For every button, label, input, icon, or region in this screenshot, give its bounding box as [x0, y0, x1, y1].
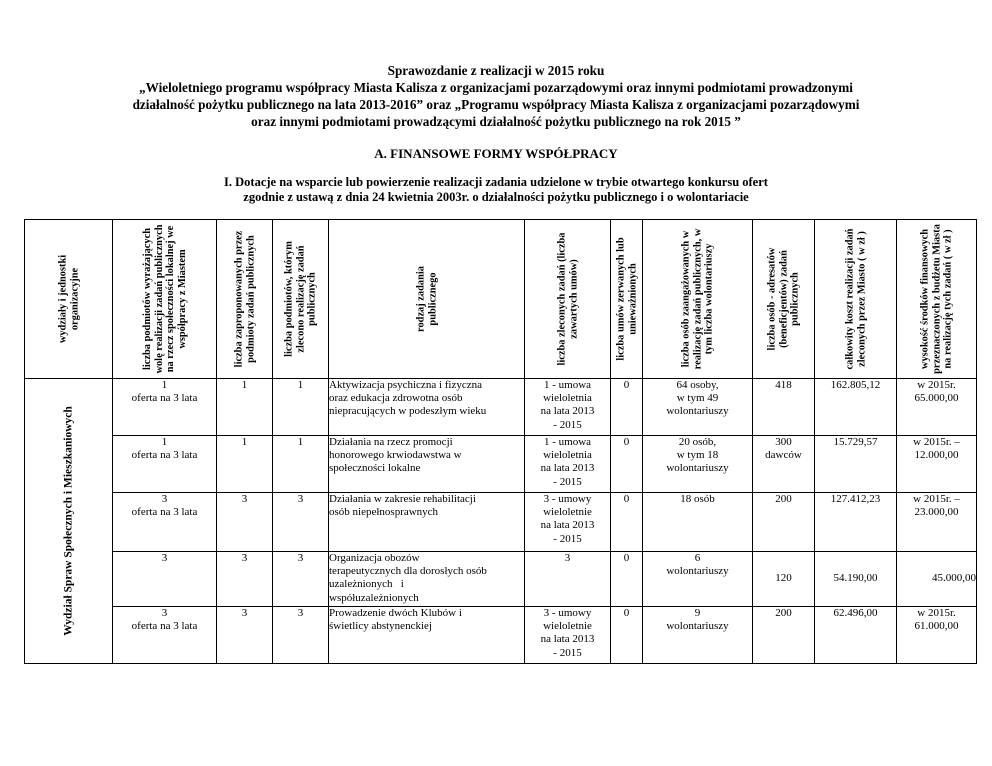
header-funding: wysokość środków finansowych przeznaczonych z budżetu Miasta na realizację tych zadań ( w zł ): [897, 220, 977, 379]
cell-beneficiaries: 200: [753, 493, 815, 552]
cell-task: Działania na rzecz promocji honorowego krwiodawstwa w społeczności lokalne: [329, 436, 525, 493]
cell-total-cost: 15.729,57: [815, 436, 897, 493]
cell-funding: w 2015r. 61.000,00: [897, 607, 977, 664]
cell-proposed: 1: [217, 379, 273, 436]
cell-contracted: 1: [273, 436, 329, 493]
department-cell: [25, 379, 113, 664]
cell-people: 6 wolontariuszy: [643, 552, 753, 607]
cell-contracted: 3: [273, 552, 329, 607]
department-name: Wydział Spraw Społecznych i Mieszkaniowych: [61, 406, 74, 636]
table-row: [25, 552, 977, 607]
header-broken: liczba umów zerwanych lub unieważnionych: [611, 220, 643, 379]
header-task-type: rodzaj zadania publicznego: [329, 220, 525, 379]
section-i-line-1: I. Dotacje na wsparcie lub powierzenie realizacji zadania udzielone w trybie otwartego konkursu ofert: [224, 175, 768, 189]
header-total-cost: całkowity koszt realizacji zadań zleconych przez Miasto ( w zł ): [815, 220, 897, 379]
cell-total-cost: 62.496,00: [815, 607, 897, 664]
cell-broken: 0: [611, 436, 643, 493]
cell-people: 9 wolontariuszy: [643, 607, 753, 664]
header-contracted: liczba podmiotów, którym zlecono realizację zadań publicznych: [273, 220, 329, 379]
cell-task: Organizacja obozów terapeutycznych dla dorosłych osób uzależnionych i współuzależnionych: [329, 552, 525, 607]
table-row: [25, 493, 977, 552]
header-departments: wydziały i jednostki organizacyjne: [25, 220, 113, 379]
section-i-heading: [0, 175, 992, 205]
cell-contracted: 3: [273, 493, 329, 552]
cell-broken: 0: [611, 379, 643, 436]
cell-orders: 1 - umowa wieloletnia na lata 2013 - 2015: [525, 436, 611, 493]
cell-task: Aktywizacja psychiczna i fizyczna oraz edukacja zdrowotna osób niepracujących w podeszłym wieku: [329, 379, 525, 436]
title-line-4: oraz innymi podmiotami prowadzącymi działalność pożytku publicznego na rok 2015 ”: [251, 114, 741, 129]
cell-contracted: 3: [273, 607, 329, 664]
header-beneficiaries: liczba osób - adresatów (beneficjentów) zadań publicznych: [753, 220, 815, 379]
title-line-3: działalność pożytku publicznego na lata 2013-2016” oraz „Programu współpracy Miasta Kalisza z organizacjami pozarządowymi: [132, 97, 860, 112]
cell-funding: w 2015r. – 23.000,00: [897, 493, 977, 552]
cell-total-cost: 162.805,12: [815, 379, 897, 436]
section-i-line-2: zgodnie z ustawą z dnia 24 kwietnia 2003r. o działalności pożytku publicznego i o wolontariacie: [243, 190, 749, 204]
cell-broken: 0: [611, 552, 643, 607]
table-row: [25, 607, 977, 664]
cell-people: 20 osób, w tym 18 wolontariuszy: [643, 436, 753, 493]
cell-broken: 0: [611, 607, 643, 664]
cell-proposed: 3: [217, 552, 273, 607]
header-people: liczba osób zaangażowanych w realizację zadań publicznych, w tym liczba wolontariuszy: [643, 220, 753, 379]
table-row: [25, 436, 977, 493]
cell-total-cost: 54.190,00: [815, 552, 897, 607]
report-title: [0, 62, 992, 130]
cell-entities: 1 oferta na 3 lata: [113, 379, 217, 436]
cell-proposed: 3: [217, 607, 273, 664]
section-a-heading: A. FINANSOWE FORMY WSPÓŁPRACY: [374, 146, 618, 161]
header-proposed: liczba zaproponowanych przez podmioty zadań publicznych: [217, 220, 273, 379]
cell-entities: 3: [113, 552, 217, 607]
cell-task: Prowadzenie dwóch Klubów i świetlicy abstynenckiej: [329, 607, 525, 664]
dotations-table: [24, 219, 977, 664]
cell-people: 64 osoby, w tym 49 wolontariuszy: [643, 379, 753, 436]
cell-entities: 3 oferta na 3 lata: [113, 493, 217, 552]
cell-contracted: 1: [273, 379, 329, 436]
header-entities: liczba podmiotów wyrażających wolę realizacji zadań publicznych na rzecz społeczności lokalnej we współpracy z Miastem: [113, 220, 217, 379]
cell-orders: 3: [525, 552, 611, 607]
cell-people: 18 osób: [643, 493, 753, 552]
cell-orders: 3 - umowy wieloletnie na lata 2013 - 2015: [525, 493, 611, 552]
cell-beneficiaries: 418: [753, 379, 815, 436]
title-line-1: Sprawozdanie z realizacji w 2015 roku: [387, 63, 605, 78]
cell-orders: 3 - umowy wieloletnie na lata 2013 - 2015: [525, 607, 611, 664]
cell-proposed: 1: [217, 436, 273, 493]
cell-orders: 1 - umowa wieloletnia na lata 2013 - 2015: [525, 379, 611, 436]
cell-funding: w 2015r. – 12.000,00: [897, 436, 977, 493]
table-row: [25, 379, 977, 436]
cell-entities: 1 oferta na 3 lata: [113, 436, 217, 493]
cell-funding: w 2015r. 65.000,00: [897, 379, 977, 436]
cell-beneficiaries: 200: [753, 607, 815, 664]
cell-beneficiaries: 120: [753, 552, 815, 607]
cell-beneficiaries: 300 dawców: [753, 436, 815, 493]
cell-broken: 0: [611, 493, 643, 552]
header-orders: liczba zleconych zadań (liczba zawartych umów): [525, 220, 611, 379]
title-line-2: „Wieloletniego programu współpracy Miasta Kalisza z organizacjami pozarządowymi oraz innymi podmiotami prowadzonymi: [139, 80, 853, 95]
header-row: [25, 220, 977, 379]
cell-funding: 45.000,00: [897, 552, 977, 607]
cell-entities: 3 oferta na 3 lata: [113, 607, 217, 664]
cell-total-cost: 127.412,23: [815, 493, 897, 552]
cell-task: Działania w zakresie rehabilitacji osób niepełnosprawnych: [329, 493, 525, 552]
cell-proposed: 3: [217, 493, 273, 552]
